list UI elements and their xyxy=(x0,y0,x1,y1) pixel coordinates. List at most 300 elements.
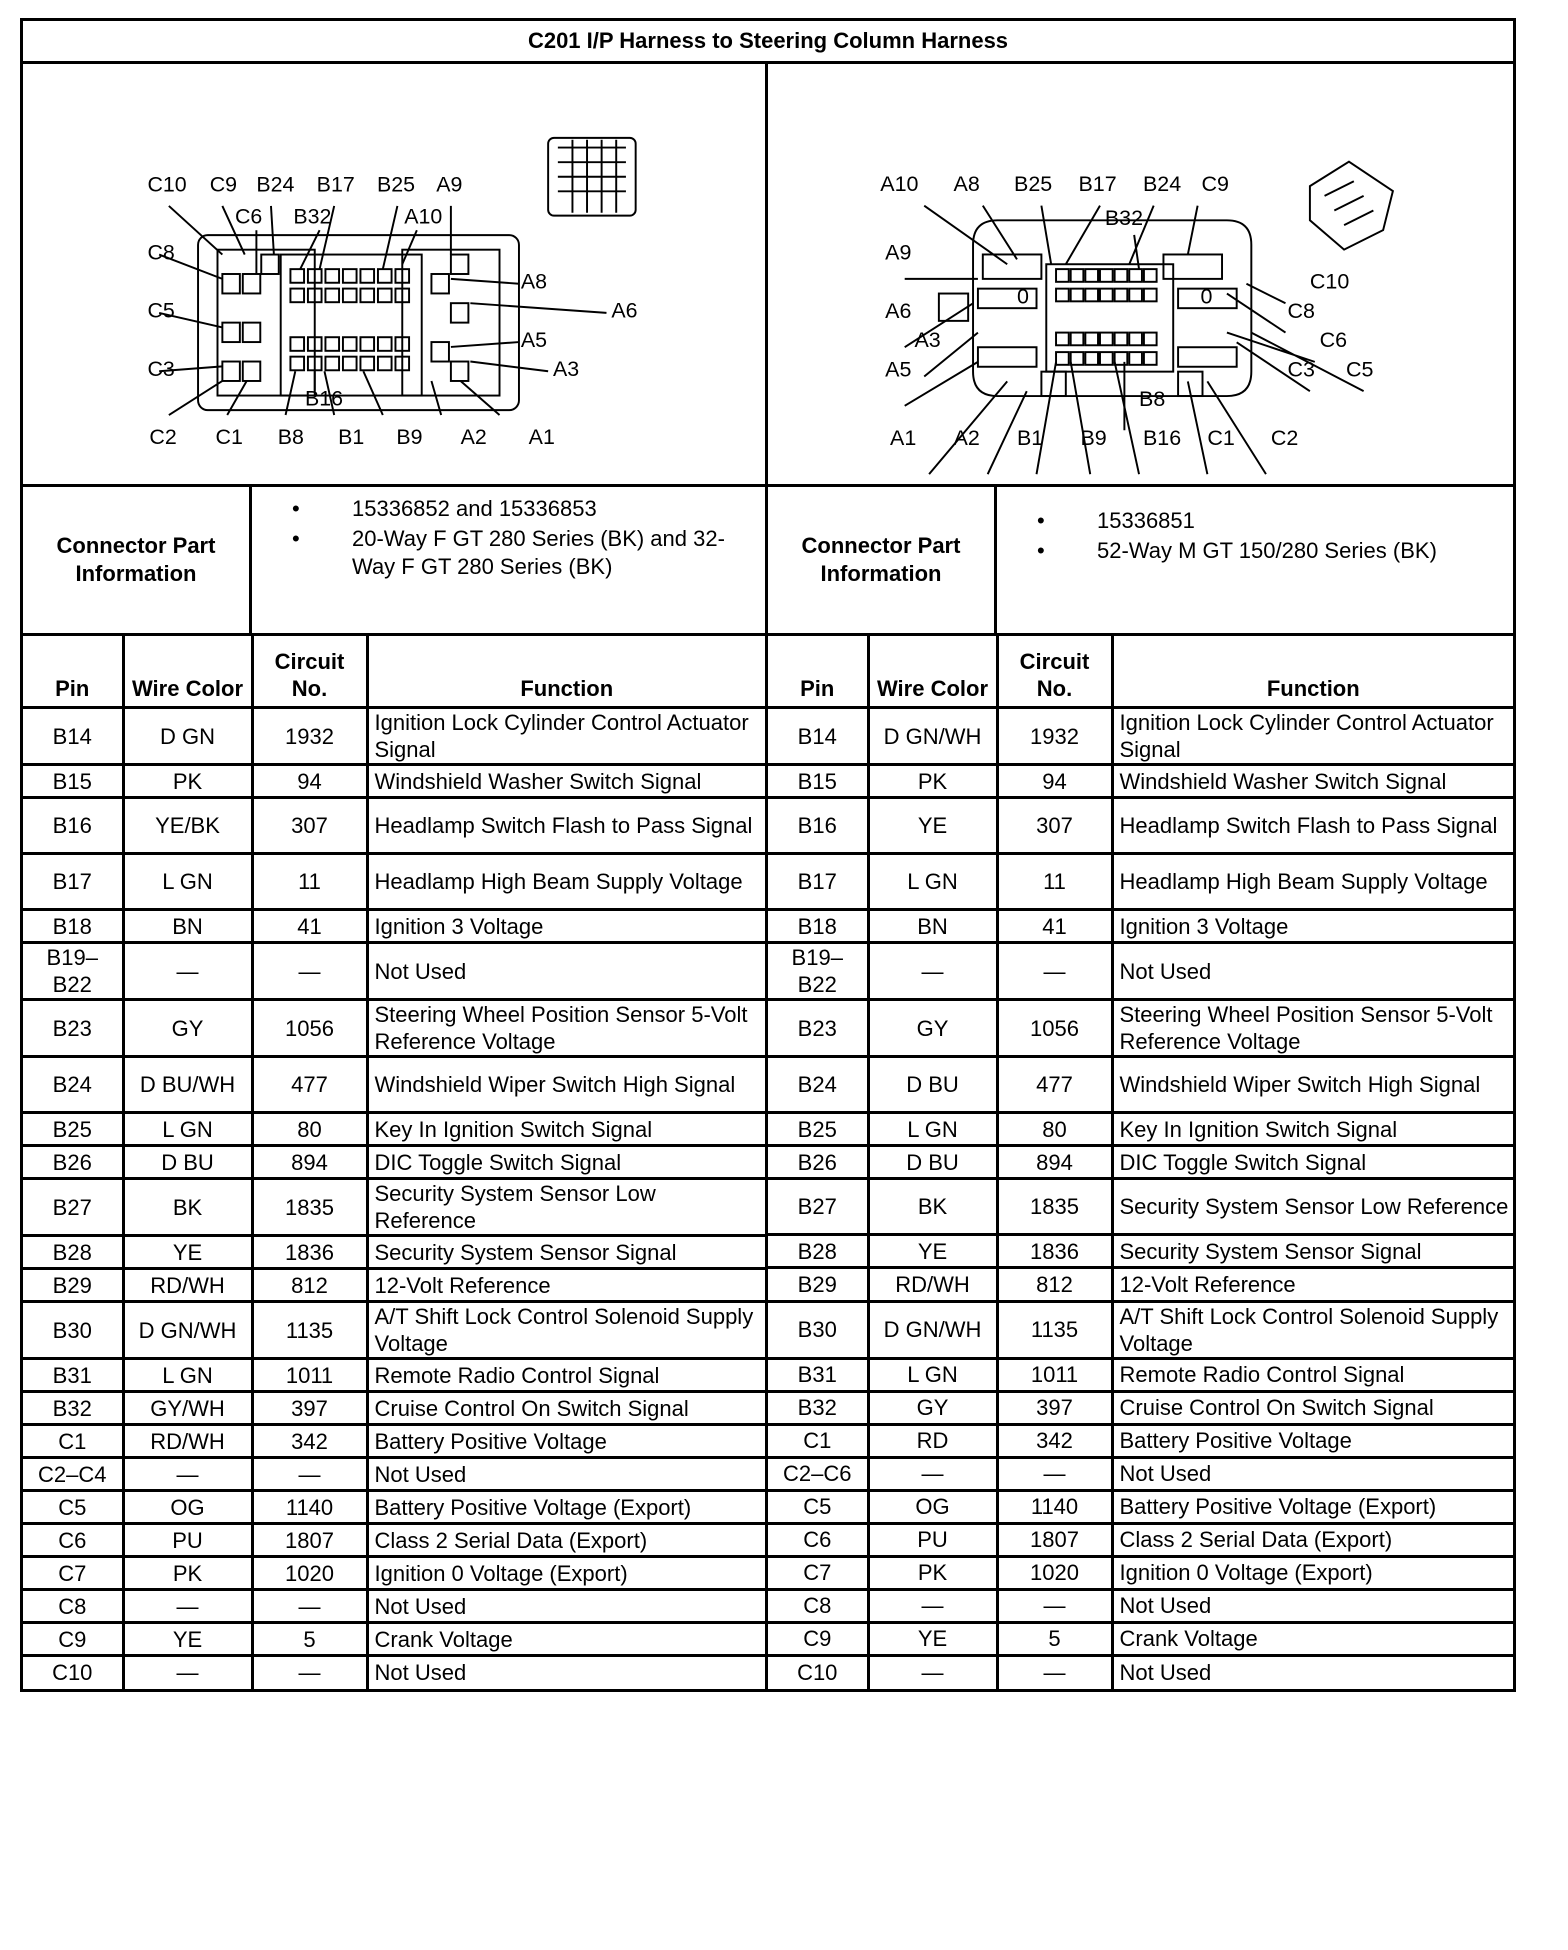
label-b25: B25 xyxy=(1014,172,1053,197)
part-info-item: • 15336851 xyxy=(1037,507,1503,535)
wire-color-cell: L GN xyxy=(123,854,252,910)
circuit-cell: 307 xyxy=(997,798,1112,854)
label-c9: C9 xyxy=(1201,172,1229,197)
pin-cell: C1 xyxy=(23,1425,123,1458)
function-cell: Not Used xyxy=(1112,1457,1513,1490)
pinout-tables xyxy=(23,636,1513,1689)
table-row xyxy=(768,1268,1513,1301)
label-b25: B25 xyxy=(376,172,416,197)
header-circuit: Circuit No. xyxy=(997,636,1112,708)
table-row xyxy=(23,1113,767,1146)
function-cell: 12-Volt Reference xyxy=(1112,1268,1513,1301)
table-row xyxy=(768,1146,1513,1179)
function-cell: Headlamp Switch Flash to Pass Signal xyxy=(1112,798,1513,854)
circuit-cell: 1011 xyxy=(252,1359,367,1392)
table-row xyxy=(768,910,1513,943)
label-c1: C1 xyxy=(215,425,243,450)
pinout-table-right xyxy=(768,636,1513,1689)
pin-cell: C6 xyxy=(768,1523,868,1556)
label-b24: B24 xyxy=(1142,172,1182,197)
label-b17: B17 xyxy=(316,172,355,197)
table-row xyxy=(768,1556,1513,1589)
circuit-cell: 5 xyxy=(252,1623,367,1656)
label-b16: B16 xyxy=(1142,425,1182,450)
label-a9: A9 xyxy=(436,172,463,197)
pin-cell: B15 xyxy=(23,765,123,798)
function-cell: Battery Positive Voltage (Export) xyxy=(1112,1490,1513,1523)
circuit-cell: — xyxy=(997,943,1112,1000)
circuit-cell: 1807 xyxy=(252,1524,367,1557)
wire-color-cell: RD/WH xyxy=(123,1269,252,1302)
pin-cell: B32 xyxy=(768,1391,868,1424)
table-row xyxy=(768,1057,1513,1113)
pin-cell: C8 xyxy=(768,1589,868,1622)
pin-cell: C10 xyxy=(23,1656,123,1689)
part-info-left xyxy=(23,487,768,633)
table-row xyxy=(768,1000,1513,1057)
page-title: C201 I/P Harness to Steering Column Harness xyxy=(23,21,1513,64)
circuit-cell: 1835 xyxy=(252,1179,367,1236)
label-b17: B17 xyxy=(1078,172,1117,197)
pin-cell: B25 xyxy=(23,1113,123,1146)
function-cell: Ignition Lock Cylinder Control Actuator Signal xyxy=(367,708,767,765)
label-c10: C10 xyxy=(147,172,187,197)
function-cell: Battery Positive Voltage xyxy=(1112,1424,1513,1457)
pinout-table-left xyxy=(23,636,768,1689)
table-row xyxy=(23,1269,767,1302)
label-c2: C2 xyxy=(1270,425,1299,450)
wire-color-cell: D GN/WH xyxy=(868,708,997,765)
label-c9: C9 xyxy=(209,172,238,197)
circuit-cell: 812 xyxy=(252,1269,367,1302)
label-b1: B1 xyxy=(338,425,365,450)
pin-cell: B17 xyxy=(23,854,123,910)
label-b24: B24 xyxy=(256,172,295,197)
label-a10: A10 xyxy=(404,204,443,229)
table-row xyxy=(23,943,767,1000)
wire-color-cell: PK xyxy=(868,1556,997,1589)
table-row xyxy=(768,943,1513,1000)
function-cell: Not Used xyxy=(367,1590,767,1623)
connector-part-information xyxy=(23,487,1513,636)
wire-color-cell: BK xyxy=(868,1179,997,1235)
label-c6: C6 xyxy=(234,204,263,229)
circuit-cell: 1135 xyxy=(252,1302,367,1359)
circuit-cell: 80 xyxy=(252,1113,367,1146)
table-row xyxy=(768,1490,1513,1523)
circuit-cell: 1932 xyxy=(997,708,1112,765)
function-cell: Not Used xyxy=(1112,943,1513,1000)
wire-color-cell: BN xyxy=(123,910,252,943)
function-cell: Steering Wheel Position Sensor 5-Volt Reference Voltage xyxy=(367,1000,767,1057)
circuit-cell: — xyxy=(252,1590,367,1623)
wire-color-cell: D BU xyxy=(868,1057,997,1113)
wire-color-cell: — xyxy=(123,1590,252,1623)
label-a2: A2 xyxy=(953,425,980,450)
table-row xyxy=(768,1457,1513,1490)
header-function: Function xyxy=(367,636,767,708)
label-b9: B9 xyxy=(396,425,423,450)
table-row xyxy=(23,1000,767,1057)
function-cell: Windshield Wiper Switch High Signal xyxy=(367,1057,767,1113)
part-info-label-left: Connector Part Information xyxy=(23,487,252,633)
wire-color-cell: PK xyxy=(123,765,252,798)
wire-color-cell: YE xyxy=(868,1235,997,1268)
function-cell: Security System Sensor Low Reference xyxy=(367,1179,767,1236)
table-row xyxy=(23,1302,767,1359)
wire-color-cell: D GN/WH xyxy=(123,1302,252,1359)
label-a2: A2 xyxy=(460,425,487,450)
wire-color-cell: D BU xyxy=(123,1146,252,1179)
pin-cell: B17 xyxy=(768,854,868,910)
connector-face-right-drawing xyxy=(768,64,1513,484)
label-a6: A6 xyxy=(885,298,912,323)
label-b8: B8 xyxy=(1139,386,1166,411)
header-pin: Pin xyxy=(768,636,868,708)
table-row xyxy=(768,1523,1513,1556)
wire-color-cell: D BU xyxy=(868,1146,997,1179)
pin-cell: B23 xyxy=(23,1000,123,1057)
wire-color-cell: D GN/WH xyxy=(868,1301,997,1358)
table-row xyxy=(768,1358,1513,1391)
circuit-cell: 1140 xyxy=(252,1491,367,1524)
circuit-cell: 1020 xyxy=(252,1557,367,1590)
label-b9: B9 xyxy=(1080,425,1107,450)
part-info-right xyxy=(768,487,1513,633)
pin-cell: B32 xyxy=(23,1392,123,1425)
circuit-cell: 477 xyxy=(997,1057,1112,1113)
function-cell: A/T Shift Lock Control Solenoid Supply Voltage xyxy=(1112,1301,1513,1358)
function-cell: 12-Volt Reference xyxy=(367,1269,767,1302)
wire-color-cell: RD/WH xyxy=(868,1268,997,1301)
wire-color-cell: L GN xyxy=(868,854,997,910)
function-cell: Battery Positive Voltage (Export) xyxy=(367,1491,767,1524)
table-row xyxy=(23,1656,767,1689)
label-a3: A3 xyxy=(553,357,580,382)
pin-cell: B18 xyxy=(23,910,123,943)
label-a8: A8 xyxy=(520,269,548,294)
table-row xyxy=(23,1590,767,1623)
pin-cell: C6 xyxy=(23,1524,123,1557)
pin-cell: C7 xyxy=(768,1556,868,1589)
table-row xyxy=(23,854,767,910)
wire-color-cell: — xyxy=(868,1655,997,1688)
circuit-cell: — xyxy=(997,1655,1112,1688)
function-cell: Security System Sensor Low Reference xyxy=(1112,1179,1513,1235)
circuit-cell: 41 xyxy=(252,910,367,943)
function-cell: Headlamp High Beam Supply Voltage xyxy=(367,854,767,910)
pin-cell: C1 xyxy=(768,1424,868,1457)
function-cell: Security System Sensor Signal xyxy=(1112,1235,1513,1268)
pin-cell: C2–C4 xyxy=(23,1458,123,1491)
table-row xyxy=(23,798,767,854)
circuit-cell: 1807 xyxy=(997,1523,1112,1556)
table-row xyxy=(768,1113,1513,1146)
circuit-cell: 5 xyxy=(997,1622,1112,1655)
circuit-cell: 1056 xyxy=(252,1000,367,1057)
table-row xyxy=(768,1589,1513,1622)
wire-color-cell: YE xyxy=(868,1622,997,1655)
circuit-cell: 342 xyxy=(997,1424,1112,1457)
wire-color-cell: OG xyxy=(868,1490,997,1523)
table-row xyxy=(23,1057,767,1113)
table-row xyxy=(768,1391,1513,1424)
wire-color-cell: YE xyxy=(868,798,997,854)
function-cell: Windshield Washer Switch Signal xyxy=(1112,765,1513,798)
wire-color-cell: L GN xyxy=(868,1113,997,1146)
part-info-label-right: Connector Part Information xyxy=(768,487,997,633)
function-cell: Crank Voltage xyxy=(367,1623,767,1656)
pin-cell: C5 xyxy=(23,1491,123,1524)
function-cell: Remote Radio Control Signal xyxy=(367,1359,767,1392)
wire-color-cell: GY xyxy=(123,1000,252,1057)
pin-cell: B16 xyxy=(23,798,123,854)
function-cell: Cruise Control On Switch Signal xyxy=(367,1392,767,1425)
wire-color-cell: — xyxy=(123,1656,252,1689)
label-a8: A8 xyxy=(953,172,980,197)
table-row xyxy=(768,1301,1513,1358)
function-cell: Not Used xyxy=(367,943,767,1000)
wire-color-cell: L GN xyxy=(868,1358,997,1391)
function-cell: DIC Toggle Switch Signal xyxy=(367,1146,767,1179)
connector-diagram-left xyxy=(23,64,768,484)
wire-color-cell: GY/WH xyxy=(123,1392,252,1425)
function-cell: Ignition 0 Voltage (Export) xyxy=(1112,1556,1513,1589)
function-cell: Key In Ignition Switch Signal xyxy=(1112,1113,1513,1146)
circuit-cell: 1056 xyxy=(997,1000,1112,1057)
wire-color-cell: GY xyxy=(868,1000,997,1057)
function-cell: Cruise Control On Switch Signal xyxy=(1112,1391,1513,1424)
function-cell: Steering Wheel Position Sensor 5-Volt Reference Voltage xyxy=(1112,1000,1513,1057)
wire-color-cell: OG xyxy=(123,1491,252,1524)
function-cell: Security System Sensor Signal xyxy=(367,1236,767,1269)
table-row xyxy=(768,708,1513,765)
table-row xyxy=(23,708,767,765)
table-row xyxy=(768,798,1513,854)
function-cell: DIC Toggle Switch Signal xyxy=(1112,1146,1513,1179)
circuit-cell: — xyxy=(997,1589,1112,1622)
pin-cell: B29 xyxy=(768,1268,868,1301)
function-cell: Not Used xyxy=(367,1458,767,1491)
table-row xyxy=(768,1179,1513,1235)
wire-color-cell: BN xyxy=(868,910,997,943)
wire-color-cell: D BU/WH xyxy=(123,1057,252,1113)
header-wire-color: Wire Color xyxy=(123,636,252,708)
table-row xyxy=(23,1392,767,1425)
label-a5: A5 xyxy=(885,357,912,382)
table-row xyxy=(23,1359,767,1392)
wire-color-cell: GY xyxy=(868,1391,997,1424)
pin-cell: B19–B22 xyxy=(23,943,123,1000)
function-cell: Ignition 0 Voltage (Export) xyxy=(367,1557,767,1590)
table-row xyxy=(768,1424,1513,1457)
zero-mark-right: 0 xyxy=(1200,284,1213,309)
table-row xyxy=(23,1458,767,1491)
part-info-item: • 20-Way F GT 280 Series (BK) and 32-Way F GT 280 Series (BK) xyxy=(292,525,755,581)
circuit-cell: 812 xyxy=(997,1268,1112,1301)
label-a5: A5 xyxy=(520,327,548,352)
circuit-cell: — xyxy=(252,1458,367,1491)
pin-cell: C7 xyxy=(23,1557,123,1590)
circuit-cell: 1020 xyxy=(997,1556,1112,1589)
table-row xyxy=(23,1179,767,1236)
circuit-cell: 1135 xyxy=(997,1301,1112,1358)
wire-color-cell: — xyxy=(868,1589,997,1622)
label-b32: B32 xyxy=(1104,206,1144,231)
table-row xyxy=(768,1235,1513,1268)
label-a1: A1 xyxy=(528,425,555,450)
circuit-cell: 94 xyxy=(252,765,367,798)
header-function: Function xyxy=(1112,636,1513,708)
table-row xyxy=(23,1236,767,1269)
label-b8: B8 xyxy=(277,425,304,450)
label-c3: C3 xyxy=(147,357,175,382)
wire-color-cell: — xyxy=(868,943,997,1000)
function-cell: Headlamp High Beam Supply Voltage xyxy=(1112,854,1513,910)
label-c2: C2 xyxy=(149,425,177,450)
table-row xyxy=(768,1622,1513,1655)
circuit-cell: 342 xyxy=(252,1425,367,1458)
function-cell: Not Used xyxy=(374,1660,467,1686)
function-cell: Crank Voltage xyxy=(1112,1622,1513,1655)
function-cell: Windshield Wiper Switch High Signal xyxy=(1112,1057,1513,1113)
wire-color-cell: YE xyxy=(123,1236,252,1269)
pin-cell: B27 xyxy=(768,1179,868,1235)
circuit-cell: 1836 xyxy=(997,1235,1112,1268)
circuit-cell: 1140 xyxy=(997,1490,1112,1523)
zero-mark-left: 0 xyxy=(1016,284,1029,309)
pin-cell: B19–B22 xyxy=(768,943,868,1000)
header-circuit: Circuit No. xyxy=(252,636,367,708)
pin-cell: B24 xyxy=(23,1057,123,1113)
label-a6: A6 xyxy=(611,298,638,323)
table-row xyxy=(23,1623,767,1656)
wire-color-cell: — xyxy=(123,943,252,1000)
label-b1: B1 xyxy=(1016,425,1044,450)
table-row xyxy=(768,854,1513,910)
pin-cell: B14 xyxy=(768,708,868,765)
pin-cell: B25 xyxy=(768,1113,868,1146)
pin-cell: B24 xyxy=(768,1057,868,1113)
connector-sheet xyxy=(20,18,1516,1692)
pin-cell: B16 xyxy=(768,798,868,854)
pin-cell: C8 xyxy=(23,1590,123,1623)
wire-color-cell: RD/WH xyxy=(123,1425,252,1458)
table-row xyxy=(23,1146,767,1179)
pin-cell: B29 xyxy=(23,1269,123,1302)
header-wire-color: Wire Color xyxy=(868,636,997,708)
wire-color-cell: L GN xyxy=(123,1113,252,1146)
wire-color-cell: RD xyxy=(868,1424,997,1457)
wire-color-cell: PU xyxy=(123,1524,252,1557)
table-row xyxy=(768,765,1513,798)
label-c5: C5 xyxy=(147,298,175,323)
function-cell: Battery Positive Voltage xyxy=(367,1425,767,1458)
table-row xyxy=(768,1655,1513,1688)
function-cell: Class 2 Serial Data (Export) xyxy=(367,1524,767,1557)
table-row xyxy=(23,1524,767,1557)
function-cell: Headlamp Switch Flash to Pass Signal xyxy=(367,798,767,854)
circuit-cell: 397 xyxy=(252,1392,367,1425)
wire-color-cell: PK xyxy=(123,1557,252,1590)
label-c3: C3 xyxy=(1287,357,1315,382)
circuit-cell: 397 xyxy=(997,1391,1112,1424)
function-cell: Ignition Lock Cylinder Control Actuator Signal xyxy=(1112,708,1513,765)
pin-cell: C9 xyxy=(23,1623,123,1656)
circuit-cell: 1836 xyxy=(252,1236,367,1269)
pin-cell: B27 xyxy=(23,1179,123,1236)
function-cell: Key In Ignition Switch Signal xyxy=(367,1113,767,1146)
pin-cell: C10 xyxy=(768,1655,868,1688)
wire-color-cell: BK xyxy=(123,1179,252,1236)
circuit-cell: 307 xyxy=(252,798,367,854)
circuit-cell: — xyxy=(252,1656,367,1689)
circuit-cell: 80 xyxy=(997,1113,1112,1146)
circuit-cell: 894 xyxy=(252,1146,367,1179)
circuit-cell: 11 xyxy=(252,854,367,910)
wire-color-cell: L GN xyxy=(123,1359,252,1392)
connector-face-left-drawing xyxy=(23,64,765,484)
pin-cell: B23 xyxy=(768,1000,868,1057)
circuit-cell: 94 xyxy=(997,765,1112,798)
part-info-item: • 52-Way M GT 150/280 Series (BK) xyxy=(1037,537,1503,565)
part-info-list-right xyxy=(1037,507,1503,565)
part-info-list-left xyxy=(292,495,755,581)
circuit-cell: 1932 xyxy=(252,708,367,765)
pin-cell: B26 xyxy=(23,1146,123,1179)
wire-color-cell: YE xyxy=(123,1623,252,1656)
pin-cell: B14 xyxy=(23,708,123,765)
connector-diagrams xyxy=(23,64,1513,487)
table-row xyxy=(23,1491,767,1524)
wire-color-cell: D GN xyxy=(123,708,252,765)
function-cell: A/T Shift Lock Control Solenoid Supply Voltage xyxy=(367,1302,767,1359)
function-cell: Class 2 Serial Data (Export) xyxy=(1112,1523,1513,1556)
circuit-cell: — xyxy=(252,943,367,1000)
label-a9: A9 xyxy=(885,240,912,265)
circuit-cell: — xyxy=(997,1457,1112,1490)
function-cell: Windshield Washer Switch Signal xyxy=(367,765,767,798)
function-cell: Not Used xyxy=(1112,1589,1513,1622)
wire-color-cell: PK xyxy=(868,765,997,798)
function-cell: Ignition 3 Voltage xyxy=(367,910,767,943)
pin-cell: B15 xyxy=(768,765,868,798)
pin-cell: B28 xyxy=(23,1236,123,1269)
pin-cell: B30 xyxy=(768,1301,868,1358)
wire-color-cell: — xyxy=(123,1458,252,1491)
label-a10: A10 xyxy=(880,172,919,197)
circuit-cell: 11 xyxy=(997,854,1112,910)
function-cell: Not Used xyxy=(1119,1660,1212,1686)
wire-color-cell: YE/BK xyxy=(123,798,252,854)
pin-cell: B18 xyxy=(768,910,868,943)
label-a3: A3 xyxy=(914,328,941,353)
label-b32: B32 xyxy=(293,204,332,229)
circuit-cell: 1835 xyxy=(997,1179,1112,1235)
circuit-cell: 894 xyxy=(997,1146,1112,1179)
function-cell: Remote Radio Control Signal xyxy=(1112,1358,1513,1391)
part-info-item: • 15336852 and 15336853 xyxy=(292,495,755,523)
label-b16: B16 xyxy=(305,386,344,411)
header-pin: Pin xyxy=(23,636,123,708)
label-c8: C8 xyxy=(1287,298,1315,323)
function-cell: Ignition 3 Voltage xyxy=(1112,910,1513,943)
circuit-cell: 1011 xyxy=(997,1358,1112,1391)
connector-diagram-right xyxy=(768,64,1513,484)
pin-cell: C2–C6 xyxy=(768,1457,868,1490)
wire-color-cell: — xyxy=(868,1457,997,1490)
circuit-cell: 41 xyxy=(997,910,1112,943)
